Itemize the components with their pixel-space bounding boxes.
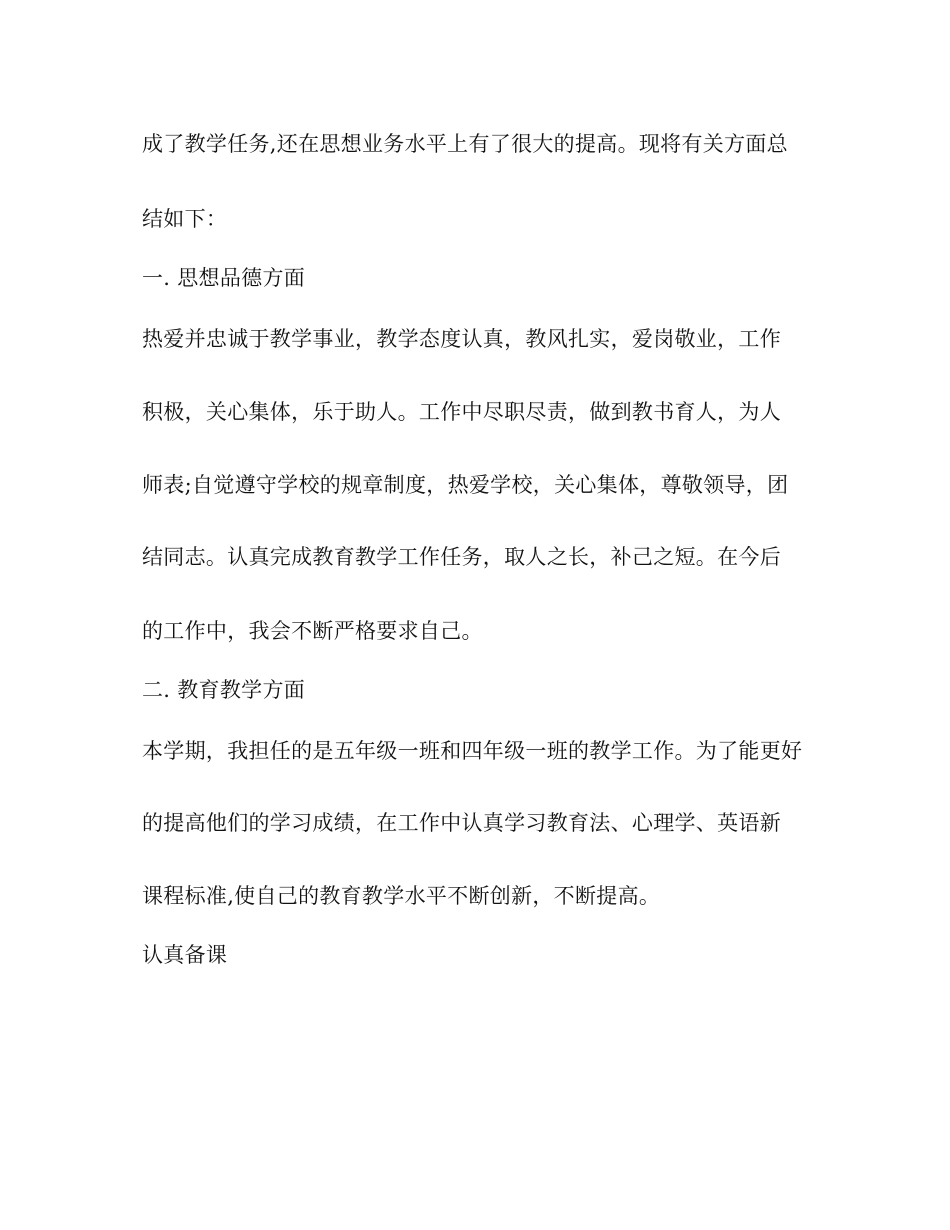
paragraph-line: 的工作中，我会不断严格要求自己。	[142, 619, 483, 643]
paragraph-line: 课程标准,使自己的教育教学水平不断创新，不断提高。	[142, 884, 661, 908]
paragraph-line: 结如下：	[142, 207, 228, 231]
paragraph-line: 师表;自觉遵守学校的规章制度，热爱学校，关心集体，尊敬领导，团	[142, 473, 789, 497]
paragraph-line: 结同志。认真完成教育教学工作任务，取人之长，补己之短。在今后	[142, 545, 781, 569]
paragraph-line: 的提高他们的学习成绩，在工作中认真学习教育法、心理学、英语新	[142, 811, 781, 835]
paragraph-line: 热爱并忠诚于教学事业，教学态度认真，教风扎实，爱岗敬业，工作	[142, 327, 781, 351]
section-heading: 一. 思想品德方面	[142, 266, 306, 290]
paragraph-line: 积极，关心集体，乐于助人。工作中尽职尽责，做到教书育人，为人	[142, 400, 781, 424]
paragraph-line: 本学期，我担任的是五年级一班和四年级一班的教学工作。为了能更好	[142, 739, 803, 763]
subsection-heading: 认真备课	[142, 943, 228, 967]
section-heading: 二. 教育教学方面	[142, 678, 306, 702]
paragraph-line: 成了教学任务,还在思想业务水平上有了很大的提高。现将有关方面总	[142, 132, 788, 156]
